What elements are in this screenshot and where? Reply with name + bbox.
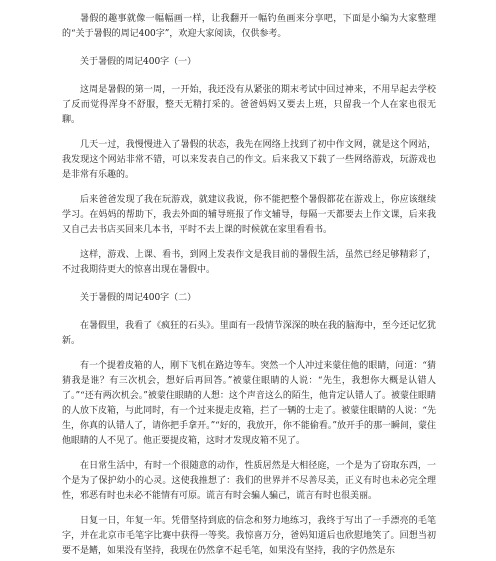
section-1-paragraph: 几天一过，我慢慢进入了暑假的状态，我先在网络上找到了初中作文网，就是这个网站，我发现这个网站非常不错，可以来发表自己的作文。后来我又下载了一些网络游戏，玩游戏也是非常有乐趣的。	[62, 140, 436, 180]
intro-paragraph: 暑假的趣事就像一幅幅画一样，让我翻开一幅钓鱼画来分享吧，下面是小编为大家整理的“关于暑假的周记400字”，欢迎大家阅读，仅供参考。	[62, 14, 436, 39]
section-2-paragraph: 在日常生活中，有时一个很随意的动作，性质居然是大相径庭，一个是为了窃取东西，一个是为了保护幼小的心灵。这使我推想了：我们的世界并不尽善尽美，正义有时也未必完全理性，邪恶有时也未必不能情有可原。谎言有时会骗人骗己，谎言有时也很美丽。	[62, 461, 436, 501]
section-1-heading: 关于暑假的周记400字（一）	[80, 57, 197, 67]
document-body	[62, 12, 436, 559]
section-2-paragraph: 在暑假里，我看了《疯狂的石头》。里面有一段情节深深的映在我的脑海中，至今还记忆犹新。	[62, 321, 436, 346]
section-1-paragraph: 这样，游戏、上课、看书，到网上发表作文是我目前的暑假生活，虽然已经足够精彩了，不过我期待更大的惊喜出现在暑假中。	[62, 250, 436, 275]
section-2-paragraph: 有一个提着皮箱的人，刚下飞机在路边等车。突然一个人冲过来蒙住他的眼睛，问道：“猜猜我是谁？有三次机会，想好后再回答。”被蒙住眼睛的人说：“先生，我想你大概是认错人了。”“还有两次机会。”被蒙住眼睛的人想：这个声音这么的陌生，他肯定认错人了。被蒙住眼睛的人放下皮箱，与此同时，有一个过来提走皮箱，拦了一辆的士走了。被蒙住眼睛的人说：“先生，你真的认错人了，请你把手拿开。”“好的，我放开，你不能偷看。”放开手的那一瞬间，蒙住他眼睛的人不见了。他正要提皮箱，这时才发现皮箱不见了。	[62, 361, 436, 446]
section-2-paragraph: 日复一日，年复一年。凭借坚持到底的信念和努力地练习，我终于写出了一手漂亮的毛笔字，并在北京市毛笔字比赛中获得一等奖。我惊喜万分，爸妈知道后也欣慰地笑了。回想当初要不是鳍，如果没有坚持，我现在仍然拿不起毛笔，如果没有坚持，我的字仍然是东	[62, 516, 436, 556]
section-1-paragraph: 这周是暑假的第一周，一开始，我还没有从紧张的期末考试中回过神来，不用早起去学校了反而觉得浑身不舒服，整天无精打采的。爸爸妈妈又要去上班，只留我一个人在家也很无聊。	[62, 85, 436, 125]
section-2-heading: 关于暑假的周记400字（二）	[80, 293, 197, 303]
section-1-paragraph: 后来爸爸发现了我在玩游戏，就建议我说，你不能把整个暑假都花在游戏上，你应该继续学习。在妈妈的帮助下，我去外面的辅导班报了作文辅导，每隔一天都要去上作文课，后来我又自己去书店买回来几本书，平时不去上课的时候就在家里看看书。	[62, 195, 436, 235]
